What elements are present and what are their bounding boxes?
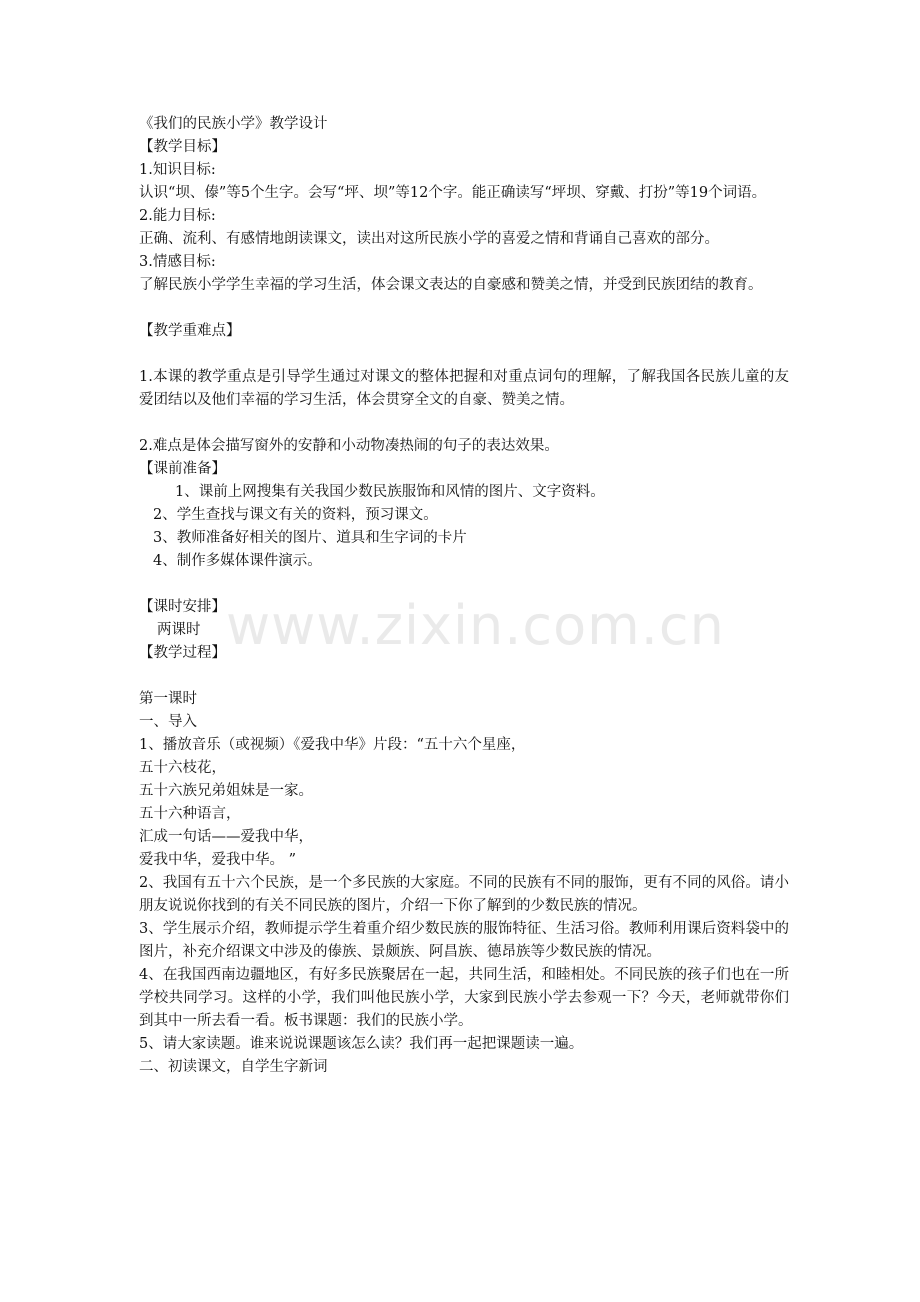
watermark-text: www.zixin.com.cn [226,594,725,657]
section-one-heading: 一、导入 [139,714,197,730]
lesson-one-heading: 第一课时 [139,691,197,707]
schedule-text: 两课时 [157,622,201,638]
ability-objective-text: 正确、流利、有感情地朗读课文，读出对这所民族小学的喜爱之情和背诵自己喜欢的部分。 [139,231,719,247]
preparation-heading: 【课前准备】 [139,461,226,477]
song-lyric-line: 五十六种语言， [139,806,241,822]
key-points-heading: 【教学重难点】 [139,323,241,339]
preparation-item: 1、课前上网搜集有关我国少数民族服饰和风情的图片、文字资料。 [175,484,605,500]
process-step: 3、学生展示介绍，教师提示学生着重介绍少数民族的服饰特征、生活习俗。教师利用课后资料袋中的图片，补充介绍课文中涉及的傣族、景颇族、阿昌族、德昂族等少数民族的情况。 [139,921,789,960]
knowledge-objective-text: 认识“坝、傣”等5个生字。会写“坪、坝”等12个字。能正确读写“坪坝、穿戴、打扮”等19个词语。 [139,185,767,201]
knowledge-objective-label: 1.知识目标: [139,162,216,178]
ability-objective-label: 2.能力目标: [139,208,216,224]
song-lyric-line: 爱我中华，爱我中华。 ” [139,852,297,868]
spacer [139,665,789,688]
process-step: 4、在我国西南边疆地区，有好多民族聚居在一起，共同生活，和睦相处。不同民族的孩子们也在一所学校共同学习。这样的小学，我们叫他民族小学，大家到民族小学去参观一下？今天，老师就带你们到其中一所去看一看。板书课题：我们的民族小学。 [139,967,789,1029]
spacer [139,297,789,320]
spacer [139,573,789,596]
emotion-objective-text: 了解民族小学学生幸福的学习生活，体会课文表达的自豪感和赞美之情，并受到民族团结的教育。 [139,277,763,293]
spacer [139,412,789,435]
preparation-item: 4、制作多媒体课件演示。 [153,553,322,569]
document-title: 《我们的民族小学》教学设计 [139,116,328,132]
song-lyric-line: 五十六枝花， [139,760,226,776]
process-step: 2、我国有五十六个民族，是一个多民族的大家庭。不同的民族有不同的服饰，更有不同的风俗。请小朋友说说你找到的有关不同民族的图片，介绍一下你了解到的少数民族的情况。 [139,875,789,914]
song-lyric-line: 汇成一句话——爱我中华， [139,829,313,845]
preparation-item: 2、学生查找与课文有关的资料，预习课文。 [153,507,438,523]
emotion-objective-label: 3.情感目标: [139,254,216,270]
document-body [139,113,789,1079]
process-step: 5、请大家读题。谁来说说课题该怎么读？我们再一起把课题读一遍。 [139,1036,584,1052]
objectives-heading: 【教学目标】 [139,139,226,155]
song-lyric-line: 五十六族兄弟姐妹是一家。 [139,783,313,799]
song-lyric-line: 1、播放音乐（或视频）《爱我中华》片段：“五十六个星座， [139,737,526,753]
spacer [139,343,789,366]
key-point-item: 2.难点是体会描写窗外的安静和小动物凑热闹的句子的表达效果。 [139,438,559,454]
schedule-heading: 【课时安排】 [139,599,226,615]
section-two-heading: 二、初读课文，自学生字新词 [139,1059,328,1075]
preparation-item: 3、教师准备好相关的图片、道具和生字词的卡片 [153,530,467,546]
process-heading: 【教学过程】 [139,645,226,661]
key-point-item: 1.本课的教学重点是引导学生通过对课文的整体把握和对重点词句的理解，了解我国各民族儿童的友爱团结以及他们幸福的学习生活，体会贯穿全文的自豪、赞美之情。 [139,369,789,408]
